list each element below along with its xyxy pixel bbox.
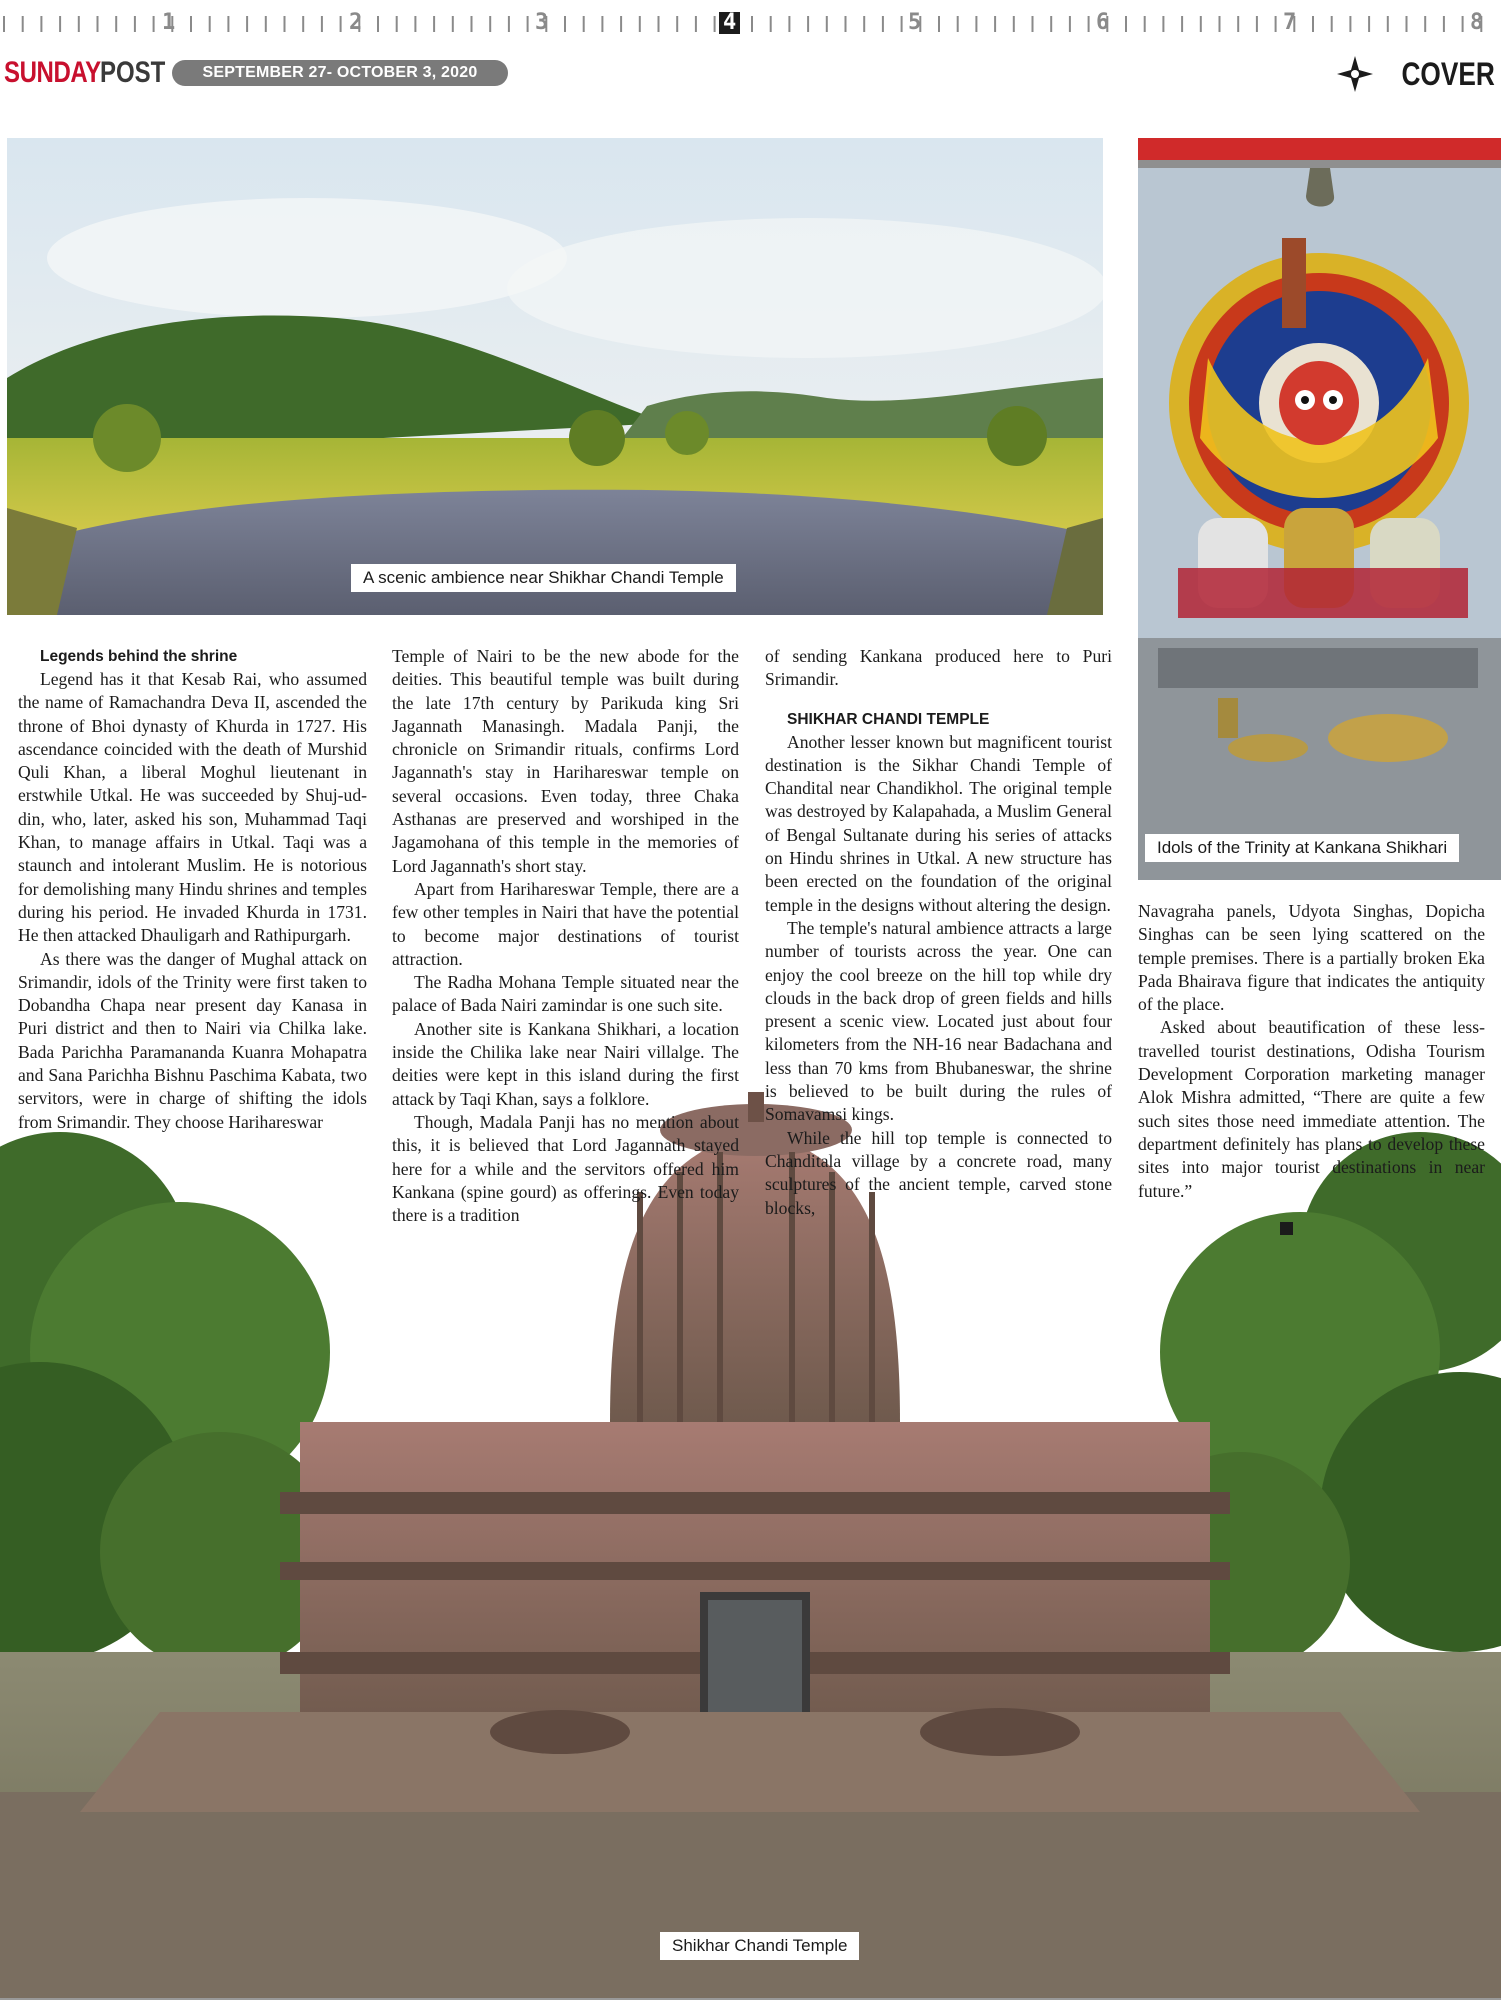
ruler-ticks [0,8,1501,34]
brand-sunday: SUNDAY [4,56,101,89]
masthead [0,52,1501,96]
article-column-4 [1138,900,1485,1203]
col4-paragraph-1: Navagraha panels, Udyota Singhas, Dopicha Singhas can be seen lying scattered on the temple premises. There is a partially broken Eka Pada Bhairava figure that indicates the antiquity of the place. [1138,901,1485,1015]
ruler-page-6: 6 [1096,10,1110,35]
ruler-page-3: 3 [535,10,549,35]
col2-paragraph-2: Apart from Harihareswar Temple, there are a few other temples in Nairi that have the potential to become major destinations of tourist attraction. [392,878,739,969]
issue-date-badge: SEPTEMBER 27- OCTOBER 3, 2020 [172,60,508,86]
section-label [1335,56,1495,92]
temple-caption: Shikhar Chandi Temple [660,1932,859,1960]
ruler-page-5: 5 [908,10,922,35]
col4-paragraph-2: Asked about beautification of these less-travelled tourist destinations, Odisha Tourism Development Corporation marketing manager Alok Mishra admitted, “There are quite a few such sites those need immediate attention. The department definitely has plans to develop these sites into major tourist destinations in near future.” [1138,1017,1485,1201]
article-column-3 [765,645,1112,1220]
idols-caption: Idols of the Trinity at Kankana Shikhari [1145,834,1459,862]
article-column-2 [392,645,739,1227]
col1-paragraph-2: As there was the danger of Mughal attack on Srimandir, idols of the Trinity were first taken to Dobandha Chapa near present day Kanasa in Puri district and then to Nairi via Chilka lake. Bada Parichha Paramananda Kuanra Mohapatra and Sana Parichha Bishnu Paschima Kabata, two servitors, were in charge of shifting the idols from Srimandir. They choose Harihareswar [18,948,367,1132]
ruler-page-4-current: 4 [719,12,740,34]
temple-photo [0,1092,1501,1998]
col2-paragraph-5: Though, Madala Panji has no mention about this, it is believed that Lord Jagannath stayed here for a while and the servitors offered him Kankana (spine gourd) as offerings. Even today there is a tradition [392,1111,739,1226]
landscape-photo [7,138,1103,615]
col3-paragraph-1: of sending Kankana produced here to Puri Srimandir. [765,646,1112,690]
col2-paragraph-1: Temple of Nairi to be the new abode for the deities. This beautiful temple was built during the late 17th century by Parikuda king Sri Jagannath Manasingh. Madala Panji, the chronicle on Srimandir rituals, confirms Lord Jagannath's stay in Harihareswar temple on several occasions. Even today, three Chaka Asthanas are preserved and worshiped in the Jagamohana of this temple in the memories of Lord Jagannath's short stay. [392,646,739,876]
col3-paragraph-4: While the hill top temple is connected to Chanditala village by a concrete road, many sculptures of the ancient temple, carved stone blocks, [765,1127,1112,1218]
article-column-1 [18,645,367,1134]
page-bottom-rule [0,1998,1501,2000]
ruler-page-8: 8 [1470,10,1484,35]
landscape-illustration [7,138,1103,615]
section-name: COVER [1401,55,1495,92]
ruler-page-7: 7 [1283,10,1297,35]
col2-paragraph-3: The Radha Mohana Temple situated near the palace of Bada Nairi zamindar is one such site. [392,972,739,1016]
col3-paragraph-2: Another lesser known but magnificent tourist destination is the Sikhar Chandi Temple of Chandital near Chandikhol. The original temple was destroyed by Kalapahada, a Muslim General of Bengal Sultanate during his series of attacks on Hindu shrines in Utkal. A new structure has been erected on the foundation of the original temple in the designs without altering the design. [765,731,1112,915]
temple-illustration [0,1092,1501,1998]
idols-illustration [1138,138,1501,880]
col1-paragraph-1: Legend has it that Kesab Rai, who assumed the name of Ramachandra Deva II, ascended the throne of Bhoi dynasty of Khurda in 1727. His ascendance coincided with the death of Murshid Quli Khan, a liberal Moghul lieutenant in erstwhile Utkal. He was succeeded by Shuj-ud-din, who, later, asked his son, Muhammad Taqi Khan, to manage affairs in Utkal. Taqi was a staunch and intolerant Muslim. He is notorious for demolishing many Hindu shrines and temples during his period. He invaded Khurda in 1731. He then attacked Dhauligarh and Rathipurgarh. [18,669,367,946]
article-end-mark [1280,1222,1293,1235]
ruler-page-2: 2 [349,10,363,35]
shikhar-heading: SHIKHAR CHANDI TEMPLE [787,710,990,728]
col2-paragraph-4: Another site is Kankana Shikhari, a location inside the Chilika lake near Nairi villalge. The deities were kept in this island during the first attack by Taqi Khan, says a folklore. [392,1018,739,1109]
compass-star-icon [1335,54,1375,94]
brand-post: POST [100,56,166,89]
ruler-page-1: 1 [162,10,176,35]
landscape-caption: A scenic ambience near Shikhar Chandi Temple [351,564,736,592]
page-ruler [0,8,1501,34]
idols-photo [1138,138,1501,880]
col3-paragraph-3: The temple's natural ambience attracts a large number of tourists across the year. One can enjoy the cool breeze on the hill top while dry clouds in the back drop of green fields and hills present a scenic view. Located just about four kilometers from the NH-16 near Badachana and less than 70 kms from Bhubaneswar, the shrine is believed to be built during the rules of Somavamsi kings. [765,917,1112,1125]
legends-heading: Legends behind the shrine [40,648,238,665]
